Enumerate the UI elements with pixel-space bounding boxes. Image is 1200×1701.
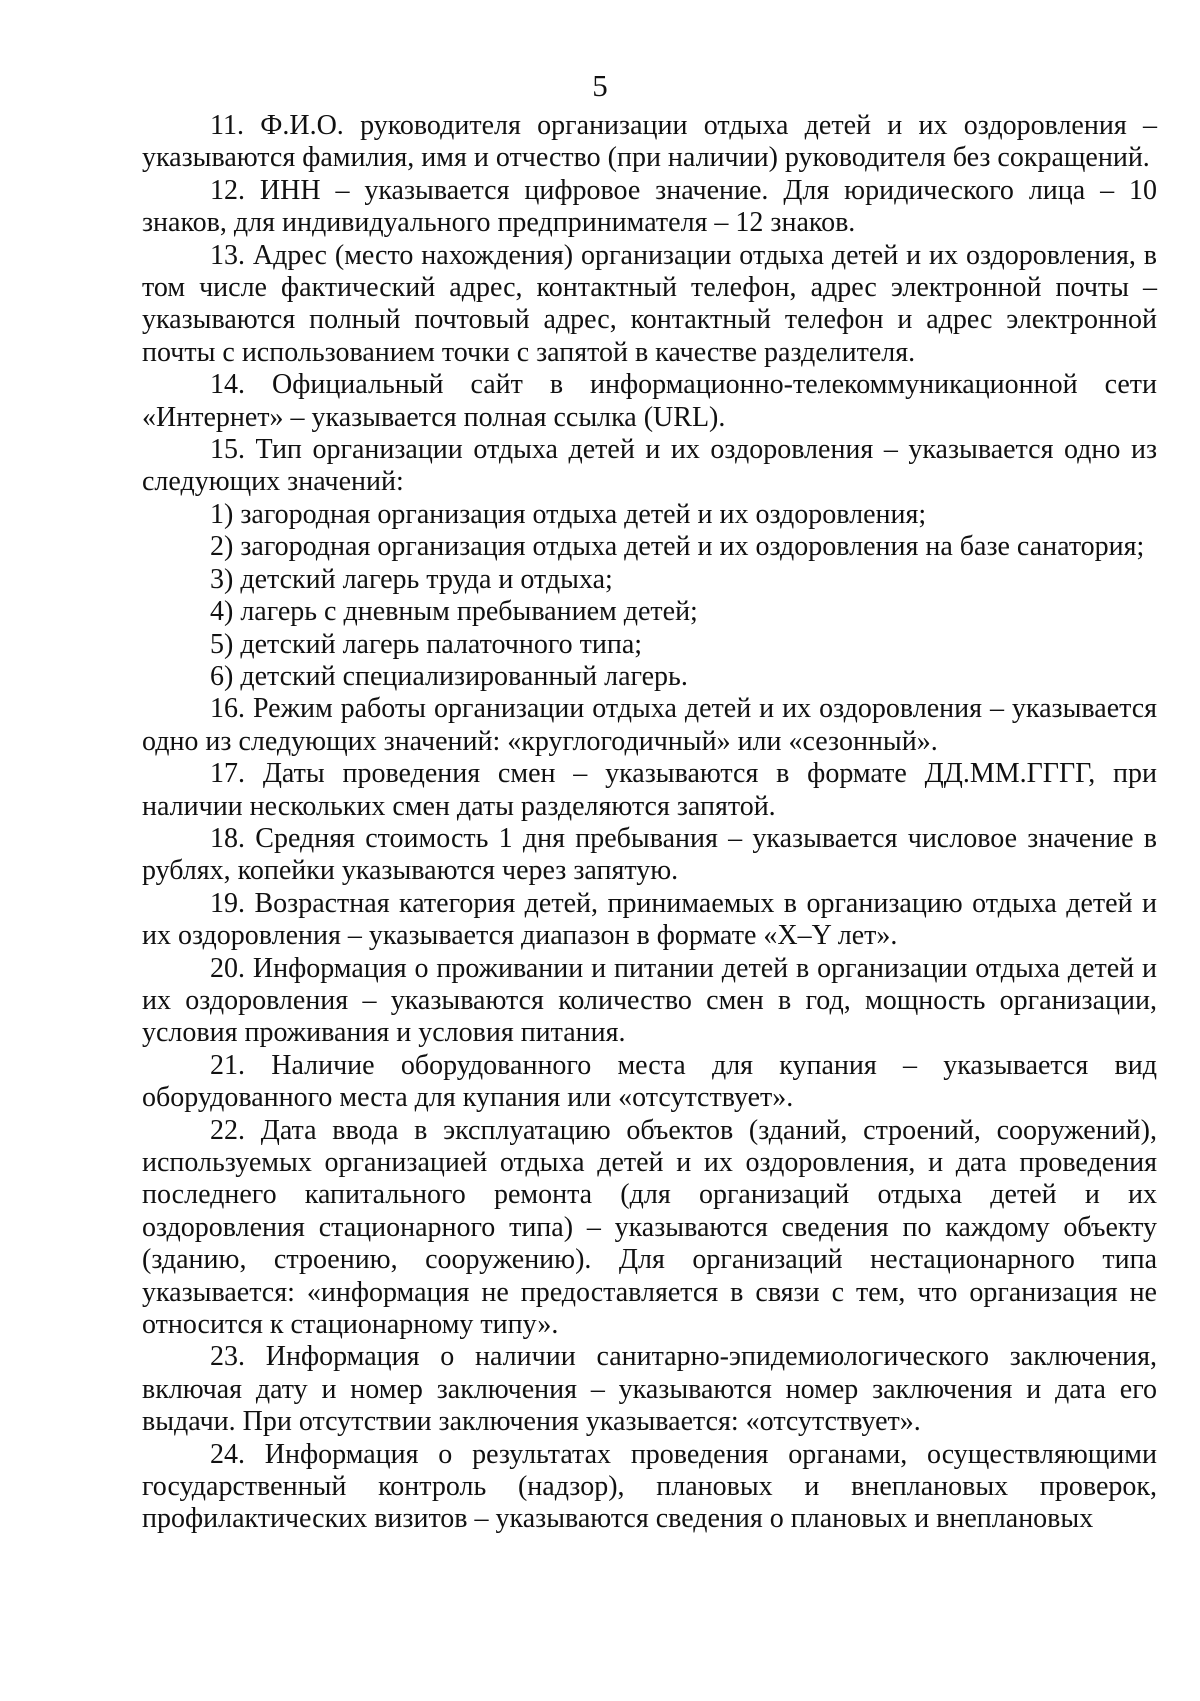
list-item-type-6: 6) детский специализированный лагерь. — [210, 660, 688, 692]
paragraph-20: 20. Информация о проживании и питании детей в организации отдыха детей и их оздоровления – указываются количество смен в год, мощность организации, условия проживания и условия питания. — [142, 952, 1157, 1049]
paragraph-14: 14. Официальный сайт в информационно-телекоммуникационной сети «Интернет» – указывается полная ссылка (URL). — [142, 369, 1157, 433]
paragraph-11: 11. Ф.И.О. руководителя организации отдыха детей и их оздоровления – указываются фамилия, имя и отчество (при наличии) руководителя без сокращений. — [142, 110, 1157, 174]
paragraph-17: 17. Даты проведения смен – указываются в формате ДД.ММ.ГГГГ, при наличии нескольких смен даты разделяются запятой. — [142, 758, 1157, 822]
paragraph-22: 22. Дата ввода в эксплуатацию объектов (зданий, строений, сооружений), используемых организацией отдыха детей и их оздоровления, и дата проведения последнего капитального ремонта (для организаций отдыха детей и их оздоровления стационарного типа) – указываются сведения по каждому объекту (зданию, строению, сооружению). Для организаций нестационарного типа указывается: «информация не предоставляется в связи с тем, что организация не относится к стационарному типу». — [142, 1114, 1157, 1341]
paragraph-18: 18. Средняя стоимость 1 дня пребывания – указывается числовое значение в рублях, копейки указываются через запятую. — [142, 822, 1157, 887]
paragraph-16: 16. Режим работы организации отдыха детей и их оздоровления – указывается одно из следующих значений: «круглогодичный» или «сезонный». — [142, 693, 1157, 757]
paragraph-23: 23. Информация о наличии санитарно-эпидемиологического заключения, включая дату и номер заключения – указываются номер заключения и дата его выдачи. При отсутствии заключения указывается: «отсутствует». — [142, 1341, 1157, 1438]
paragraph-24: 24. Информация о результатах проведения органами, осуществляющими государственный контроль (надзор), плановых и внеплановых проверок, профилактических визитов – указываются сведения о плановых и внеплановых — [142, 1438, 1157, 1535]
list-item-type-2: 2) загородная организация отдыха детей и их оздоровления на базе санатория; — [210, 531, 1145, 563]
list-item-type-3: 3) детский лагерь труда и отдыха; — [210, 563, 613, 595]
paragraph-15: 15. Тип организации отдыха детей и их оздоровления – указывается одно из следующих значений: — [142, 434, 1157, 498]
list-item-type-4: 4) лагерь с дневным пребыванием детей; — [210, 596, 698, 628]
list-item-type-5: 5) детский лагерь палаточного типа; — [210, 628, 643, 660]
paragraph-21: 21. Наличие оборудованного места для купания – указывается вид оборудованного места для купания или «отсутствует». — [142, 1049, 1157, 1114]
paragraph-13: 13. Адрес (место нахождения) организации отдыха детей и их оздоровления, в том числе фактический адрес, контактный телефон, адрес электронной почты – указываются полный почтовый адрес, контактный телефон и адрес электронной почты с использованием точки с запятой в качестве разделителя. — [142, 239, 1157, 368]
page-number: 5 — [592, 68, 608, 103]
list-item-type-1: 1) загородная организация отдыха детей и их оздоровления; — [210, 498, 927, 530]
paragraph-12: 12. ИНН – указывается цифровое значение. Для юридического лица – 10 знаков, для индивидуального предпринимателя – 12 знаков. — [142, 174, 1157, 239]
document-body — [142, 110, 1157, 1536]
paragraph-19: 19. Возрастная категория детей, принимаемых в организацию отдыха детей и их оздоровления – указывается диапазон в формате «X–Y лет». — [142, 887, 1157, 952]
